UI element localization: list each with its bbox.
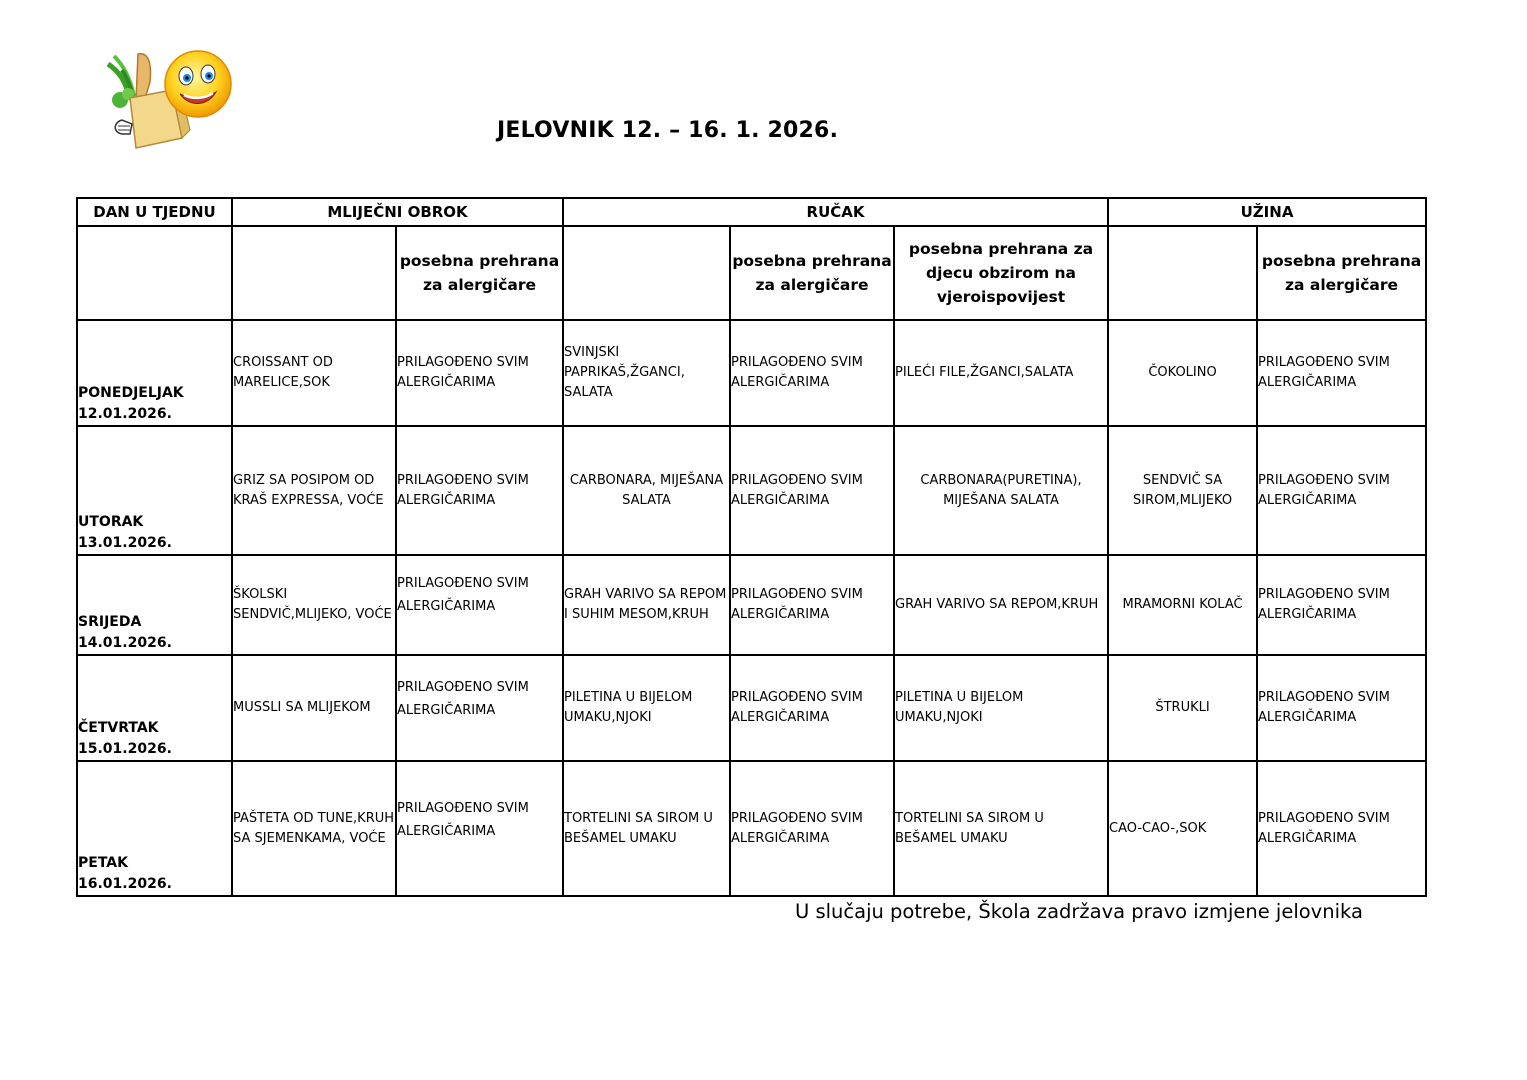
subheader: posebna prehrana za alergičare: [396, 226, 563, 320]
menu-cell: PRILAGOĐENO SVIM ALERGIČARIMA: [730, 655, 894, 761]
header-row-sub: [77, 226, 1426, 320]
menu-table: [76, 197, 1427, 897]
table-row: [77, 320, 1426, 426]
menu-cell: PRILAGOĐENO SVIM ALERGIČARIMA: [396, 761, 563, 896]
day-name: SRIJEDA: [78, 614, 142, 630]
subheader: posebna prehrana za djecu obzirom na vjeroispovijest: [894, 226, 1108, 320]
subheader: posebna prehrana za alergičare: [1257, 226, 1426, 320]
menu-cell: GRIZ SA POSIPOM OD KRAŠ EXPRESSA, VOĆE: [232, 426, 396, 555]
menu-cell: PRILAGOĐENO SVIM ALERGIČARIMA: [1257, 320, 1426, 426]
header-mlijecni-obrok: MLIJEČNI OBROK: [232, 198, 563, 226]
menu-cell: PRILAGOĐENO SVIM ALERGIČARIMA: [396, 426, 563, 555]
day-date: 16.01.2026.: [78, 876, 172, 892]
day-name: ČETVRTAK: [78, 720, 159, 736]
day-cell: [77, 555, 232, 655]
menu-cell: PRILAGOĐENO SVIM ALERGIČARIMA: [396, 555, 563, 655]
table-row: [77, 761, 1426, 896]
menu-cell: PILETINA U BIJELOM UMAKU,NJOKI: [563, 655, 730, 761]
day-cell: [77, 426, 232, 555]
menu-cell: PILEĆI FILE,ŽGANCI,SALATA: [894, 320, 1108, 426]
menu-cell: PAŠTETA OD TUNE,KRUH SA SJEMENKAMA, VOĆE: [232, 761, 396, 896]
header-rucak: RUČAK: [563, 198, 1108, 226]
menu-cell: GRAH VARIVO SA REPOM I SUHIM MESOM,KRUH: [563, 555, 730, 655]
subheader: posebna prehrana za alergičare: [730, 226, 894, 320]
menu-cell: TORTELINI SA SIROM U BEŠAMEL UMAKU: [894, 761, 1108, 896]
menu-cell: TORTELINI SA SIROM U BEŠAMEL UMAKU: [563, 761, 730, 896]
menu-cell: PRILAGOĐENO SVIM ALERGIČARIMA: [730, 555, 894, 655]
menu-cell: MRAMORNI KOLAČ: [1108, 555, 1257, 655]
day-date: 15.01.2026.: [78, 741, 172, 757]
menu-cell: CARBONARA(PURETINA), MIJEŠANA SALATA: [894, 426, 1108, 555]
menu-cell: ŠKOLSKI SENDVIČ,MLIJEKO, VOĆE: [232, 555, 396, 655]
menu-cell: GRAH VARIVO SA REPOM,KRUH: [894, 555, 1108, 655]
menu-cell: PRILAGOĐENO SVIM ALERGIČARIMA: [730, 426, 894, 555]
menu-cell: PRILAGOĐENO SVIM ALERGIČARIMA: [396, 655, 563, 761]
day-cell: [77, 655, 232, 761]
header-row-groups: [77, 198, 1426, 226]
menu-cell: ČOKOLINO: [1108, 320, 1257, 426]
menu-cell: CAO-CAO-,SOK: [1108, 761, 1257, 896]
menu-cell: PILETINA U BIJELOM UMAKU,NJOKI: [894, 655, 1108, 761]
menu-cell: PRILAGOĐENO SVIM ALERGIČARIMA: [1257, 655, 1426, 761]
day-name: UTORAK: [78, 514, 144, 530]
header-day: DAN U TJEDNU: [77, 198, 232, 226]
menu-cell: PRILAGOĐENO SVIM ALERGIČARIMA: [1257, 761, 1426, 896]
day-name: PONEDJELJAK: [78, 385, 184, 401]
menu-cell: PRILAGOĐENO SVIM ALERGIČARIMA: [730, 761, 894, 896]
menu-cell: SVINJSKI PAPRIKAŠ,ŽGANCI, SALATA: [563, 320, 730, 426]
menu-cell: PRILAGOĐENO SVIM ALERGIČARIMA: [1257, 426, 1426, 555]
table-row: [77, 426, 1426, 555]
menu-cell: ŠTRUKLI: [1108, 655, 1257, 761]
subheader: [563, 226, 730, 320]
smiley-grocery-bag-icon: [100, 42, 235, 154]
menu-cell: CARBONARA, MIJEŠANA SALATA: [563, 426, 730, 555]
disclaimer-note: U slučaju potrebe, Škola zadržava pravo izmjene jelovnika: [795, 900, 1363, 923]
day-cell: [77, 761, 232, 896]
table-row: [77, 555, 1426, 655]
subheader-empty-day: [77, 226, 232, 320]
day-name: PETAK: [78, 855, 128, 871]
menu-cell: PRILAGOĐENO SVIM ALERGIČARIMA: [730, 320, 894, 426]
menu-cell: PRILAGOĐENO SVIM ALERGIČARIMA: [1257, 555, 1426, 655]
header-uzina: UŽINA: [1108, 198, 1426, 226]
subheader: [1108, 226, 1257, 320]
menu-cell: PRILAGOĐENO SVIM ALERGIČARIMA: [396, 320, 563, 426]
day-date: 13.01.2026.: [78, 535, 172, 551]
menu-cell: CROISSANT OD MARELICE,SOK: [232, 320, 396, 426]
day-date: 14.01.2026.: [78, 635, 172, 651]
table-row: [77, 655, 1426, 761]
menu-cell: MUSSLI SA MLIJEKOM: [232, 655, 396, 761]
day-cell: [77, 320, 232, 426]
page-title: JELOVNIK 12. – 16. 1. 2026.: [497, 118, 839, 143]
day-date: 12.01.2026.: [78, 406, 172, 422]
subheader: [232, 226, 396, 320]
menu-cell: SENDVIČ SA SIROM,MLIJEKO: [1108, 426, 1257, 555]
